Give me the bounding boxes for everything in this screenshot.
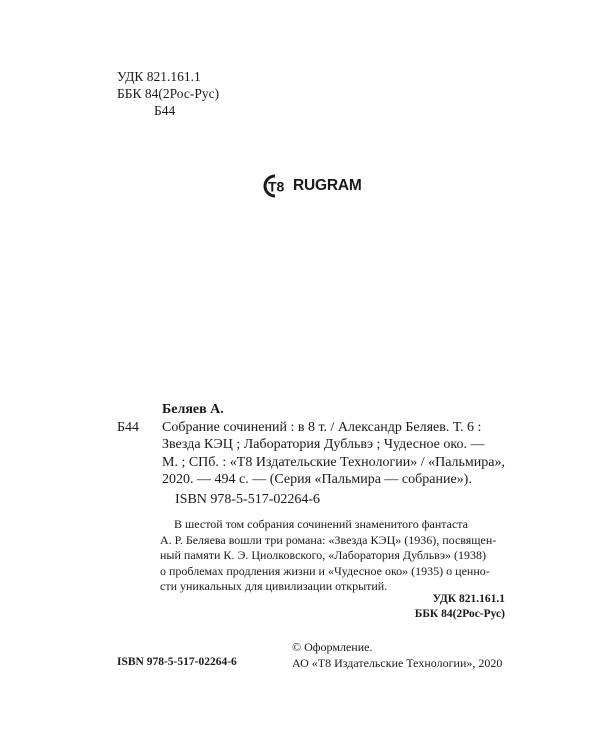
annotation-line: ный памяти К. Э. Циолковского, «Лаборатория Дубльвэ» (1938) <box>160 548 486 562</box>
entry-description-line: 2020. — 494 с. — (Серия «Пальмира — собрание»). <box>162 472 472 488</box>
entry-author-mark: Б44 <box>117 419 140 435</box>
copyright-design: © Оформление. <box>292 640 373 654</box>
entry-isbn: ISBN 978-5-517-02264-6 <box>175 492 321 507</box>
entry-description-line: М. ; СПб. : «Т8 Издательские Технологии» / «Пальмира», <box>162 454 505 470</box>
catalog-entry <box>117 401 505 489</box>
logo-wordmark: RUGRAM <box>293 177 362 194</box>
entry-description-line: Звезда КЭЦ ; Лаборатория Дубльвэ ; Чудесное око. — <box>162 437 485 453</box>
copyright-block <box>292 639 502 671</box>
annotation-line: В шестой том собрания сочинений знаменитого фантаста <box>174 517 469 531</box>
bbk-code: ББК 84(2Рос-Рус) <box>117 86 220 101</box>
entry-description-line: Собрание сочинений : в 8 т. / Александр Беляев. Т. 6 : <box>162 419 482 435</box>
footer-isbn: ISBN 978-5-517-02264-6 <box>117 656 237 668</box>
annotation <box>160 517 505 595</box>
udk-code: УДК 821.161.1 <box>117 69 201 84</box>
top-classification <box>117 68 219 119</box>
t8-rugram-logo-icon <box>262 173 292 199</box>
svg-text:T8: T8 <box>268 178 285 195</box>
annotation-line: сти уникальных для цивилизации открытий. <box>160 579 388 593</box>
annotation-line: о проблемах продления жизни и «Чудесное око» (1935) о ценно- <box>160 563 490 578</box>
bottom-classification <box>360 592 505 622</box>
copyright-publisher: АО «Т8 Издательские Технологии», 2020 <box>292 656 503 670</box>
author-mark: Б44 <box>154 103 176 118</box>
publisher-logo <box>262 173 362 199</box>
entry-author: Беляев А. <box>162 402 224 417</box>
udk-code-bottom: УДК 821.161.1 <box>432 593 505 605</box>
annotation-line: А. Р. Беляева вошли три романа: «Звезда КЭЦ» (1936), посвящен- <box>160 532 497 547</box>
bbk-code-bottom: ББК 84(2Рос-Рус) <box>414 608 505 620</box>
